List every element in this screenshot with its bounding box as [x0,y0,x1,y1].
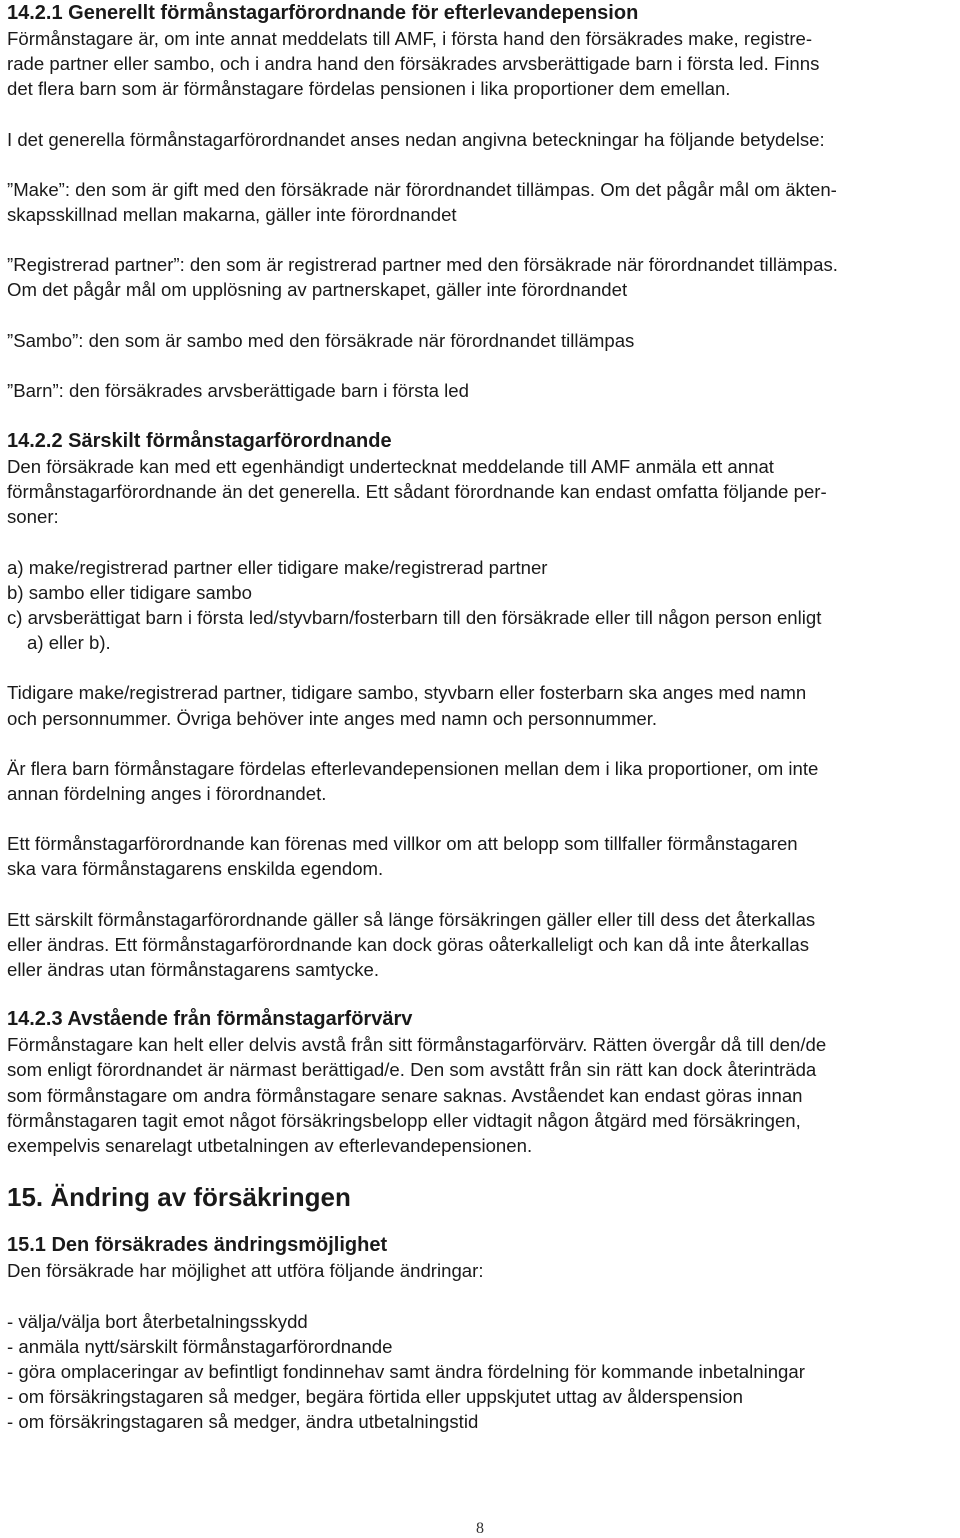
paragraph-line: Ett särskilt förmånstagarförordnande gäller så länge försäkringen gäller eller till dess det återkallas [7,908,816,930]
paragraph-line: Förmånstagare är, om inte annat meddelats till AMF, i första hand den försäkrades make, registre- [7,28,813,49]
paragraph-line: Ett förmånstagarförordnande kan förenas med villkor om att belopp som tillfaller förmånstagaren [7,833,798,855]
paragraph-line: förmånstagarförordnande än det generella. Ett sådant förordnande kan endast omfatta följande per- [7,481,827,503]
paragraph-line: annan fördelning anges i förordnandet. [7,783,327,805]
paragraph-line: soner: [7,506,59,528]
list-item: - välja/välja bort återbetalningsskydd [7,1310,308,1332]
definition-make: ”Make”: den som är gift med den försäkrade när förordnandet tillämpas. Om det pågår mål om äkten- [7,178,837,200]
paragraph-line: rade partner eller sambo, och i andra hand den försäkrades arvsberättigade barn i första led. Finns [7,53,820,75]
list-item: c) arvsberättigat barn i första led/styvbarn/fosterbarn till den försäkrade eller till någon person enligt [7,607,822,629]
definition-make-cont: skapsskillnad mellan makarna, gäller inte förordnandet [7,204,457,226]
paragraph-line: förmånstagaren tagit emot något försäkringsbelopp eller vidtagit någon åtgärd med försäkringen, [7,1109,801,1131]
section-heading-14-2-3: 14.2.3 Avstående från förmånstagarförvärv [7,1008,413,1031]
paragraph-line: som enligt förordnandet är närmast berättigad/e. Den som avstått från sin rätt kan dock återinträda [7,1059,817,1081]
paragraph-line: Den försäkrade kan med ett egenhändigt undertecknat meddelande till AMF anmäla ett annat [7,456,774,478]
paragraph-line: som förmånstagare om andra förmånstagare senare saknas. Avståendet kan endast göras innan [7,1084,803,1106]
list-item: b) sambo eller tidigare sambo [7,581,252,603]
definition-barn: ”Barn”: den försäkrades arvsberättigade barn i första led [7,379,469,401]
paragraph-line: exempelvis senarelagt utbetalningen av efterlevandepensionen. [7,1135,533,1157]
paragraph-line: Tidigare make/registrerad partner, tidigare sambo, styvbarn eller fosterbarn ska anges med namn [7,682,807,704]
list-item-cont: a) eller b). [27,632,111,654]
paragraph-line: Är flera barn förmånstagare fördelas efterlevandepensionen mellan dem i lika proportioner, om inte [7,757,819,779]
paragraph-line: eller ändras. Ett förmånstagarförordnande kan dock göras oåterkalleligt och kan då inte återkallas [7,933,810,955]
list-item: - om försäkringstagaren så medger, begära förtida eller uppskjutet uttag av ålderspension [7,1386,743,1408]
definition-partner-cont: Om det pågår mål om upplösning av partnerskapet, gäller inte förordnandet [7,279,628,301]
paragraph-line: I det generella förmånstagarförordnandet anses nedan angivna beteckningar ha följande betydelse: [7,128,825,150]
paragraph-line: ska vara förmånstagarens enskilda egendom. [7,858,384,880]
paragraph-line: eller ändras utan förmånstagarens samtycke. [7,959,380,981]
section-heading-14-2-2: 14.2.2 Särskilt förmånstagarförordnande [7,430,392,453]
list-item: - göra omplaceringar av befintligt fondinnehav samt ändra fördelning för kommande inbetalningar [7,1360,805,1382]
list-item: a) make/registrerad partner eller tidigare make/registrerad partner [7,556,548,578]
chapter-heading-15: 15. Ändring av försäkringen [7,1182,351,1213]
list-item: - anmäla nytt/särskilt förmånstagarförordnande [7,1335,393,1357]
paragraph-line: det flera barn som är förmånstagare fördelas pensionen i lika proportioner dem emellan. [7,78,731,100]
page-number: 8 [476,1520,484,1537]
section-heading-14-2-1: 14.2.1 Generellt förmånstagarförordnande för efterlevandepension [7,2,639,24]
definition-sambo: ”Sambo”: den som är sambo med den försäkrade när förordnandet tillämpas [7,329,635,351]
document-page [7,0,953,1435]
list-item: - om försäkringstagaren så medger, ändra utbetalningstid [7,1411,479,1433]
paragraph-line: Förmånstagare kan helt eller delvis avstå från sitt förmånstagarförvärv. Rätten övergår då till den/de [7,1034,827,1056]
paragraph-line: och personnummer. Övriga behöver inte anges med namn och personnummer. [7,707,658,729]
paragraph-line: Den försäkrade har möjlighet att utföra följande ändringar: [7,1260,484,1282]
section-heading-15-1: 15.1 Den försäkrades ändringsmöjlighet [7,1234,388,1257]
definition-partner: ”Registrerad partner”: den som är registrerad partner med den försäkrade när förordnandet tillämpas. [7,254,838,276]
